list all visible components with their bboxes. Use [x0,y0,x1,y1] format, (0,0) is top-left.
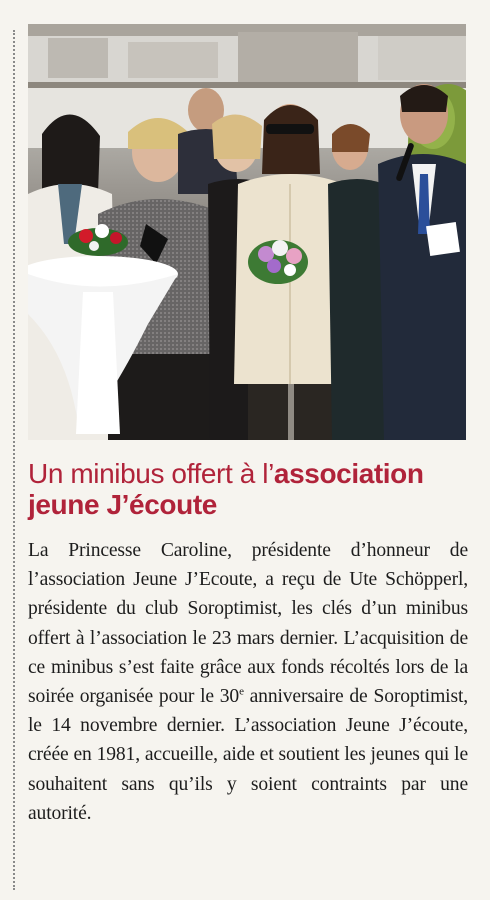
body-text-main: La Princesse Caroline, présidente d’honneur de l’association Jeune J’Ecoute, a reçu de Ute Schöpperl, présidente du club Soroptimist, les clés d’un minibus offert à l’association le 23 mars dernier. L’acquisition de ce minibus s’est faite grâce aux fonds récoltés lors de la soirée organisée pour le 30 [28,540,468,708]
headline-line2: jeune J’écoute [28,489,217,520]
body-ordinal-superscript: e [239,685,244,698]
body-text-end: anniversaire de Soroptimist, le 14 novembre dernier. L’association Jeune J’écoute, créée en 1981, accueille, aide et soutient les jeunes qui le souhaitent sans qu’ils y soient contraints par une autorité. [28,686,468,824]
headline-part2: association [273,458,424,489]
article-photo [28,24,466,440]
dotted-margin-rule [13,30,15,890]
article-body [28,536,468,828]
headline-part1: Un minibus offert à l’ [28,458,274,489]
article-headline [28,458,478,520]
